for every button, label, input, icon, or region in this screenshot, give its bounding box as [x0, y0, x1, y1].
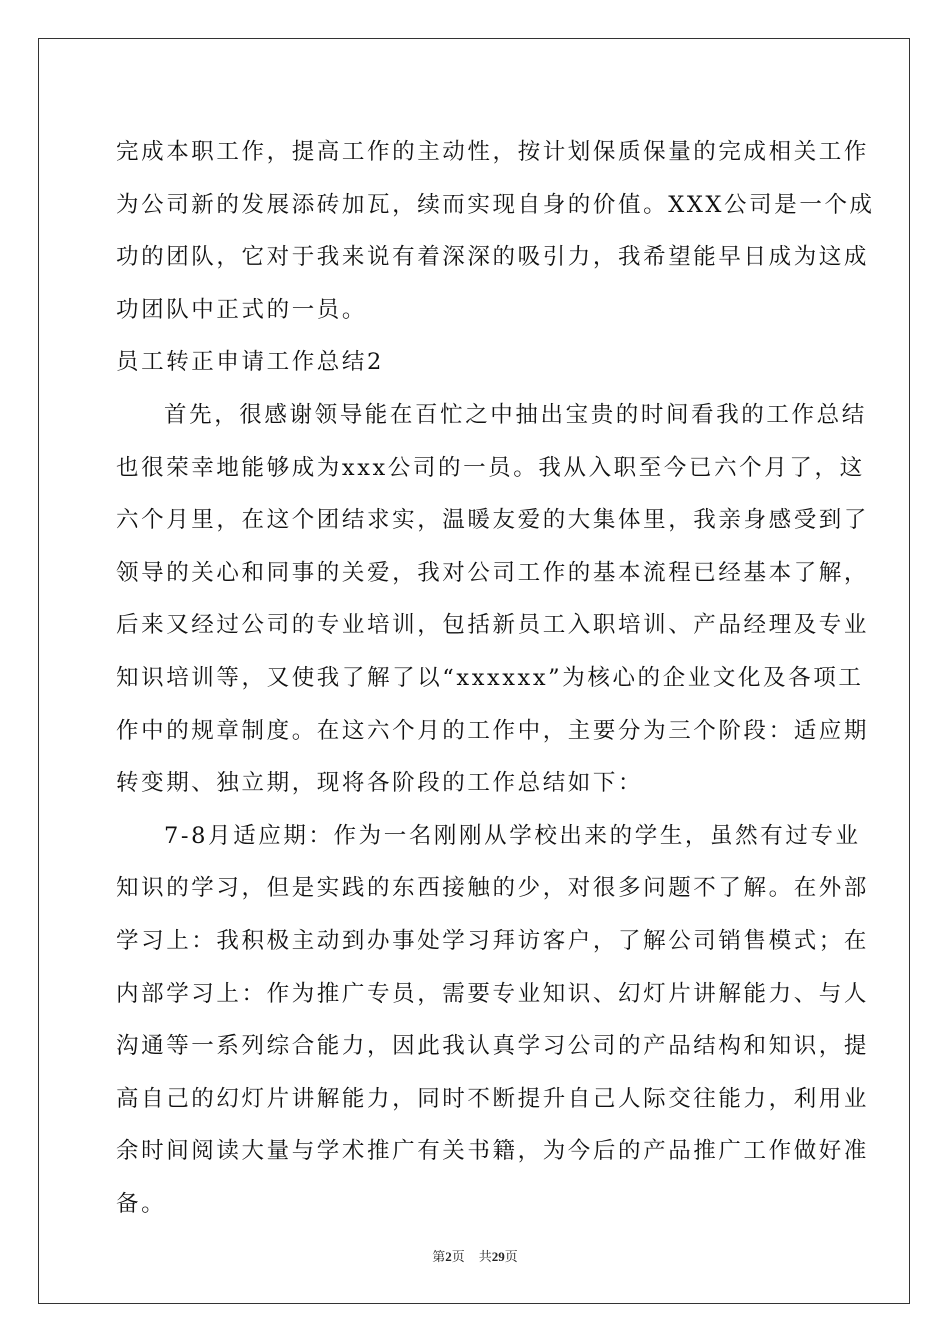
body-line: 后来又经过公司的专业培训，包括新员工入职培训、产品经理及专业 — [116, 612, 870, 639]
body-line: 余时间阅读大量与学术推广有关书籍，为今后的产品推广工作做好准 — [116, 1138, 870, 1165]
body-line: 六个月里，在这个团结求实，温暖友爱的大集体里，我亲身感受到了 — [116, 507, 870, 534]
body-line: 为公司新的发展添砖加瓦，续而实现自身的价值。XXX公司是一个成 — [116, 191, 875, 218]
body-line: 功团队中正式的一员。 — [116, 296, 368, 323]
body-line: 也很荣幸地能够成为xxx公司的一员。我从入职至今已六个月了，这 — [116, 454, 865, 481]
body-line: 完成本职工作，提高工作的主动性，按计划保质保量的完成相关工作 — [116, 139, 870, 165]
body-line: 作中的规章制度。在这六个月的工作中，主要分为三个阶段：适应期 — [116, 717, 870, 744]
body-line: 内部学习上：作为推广专员，需要专业知识、幻灯片讲解能力、与人 — [116, 980, 870, 1007]
body-line: 高自己的幻灯片讲解能力，同时不断提升自己人际交往能力，利用业 — [116, 1085, 870, 1112]
body-line: 备。 — [116, 1190, 167, 1217]
body-line: 学习上：我积极主动到办事处学习拜访客户，了解公司销售模式；在 — [116, 927, 870, 954]
page-suffix: 页 — [451, 1249, 465, 1264]
section-heading: 员工转正申请工作总结2 — [116, 349, 384, 376]
page-prefix: 第 — [432, 1249, 446, 1264]
total-suffix: 页 — [504, 1249, 518, 1264]
total-page-count: 29 — [491, 1249, 505, 1264]
body-line: 沟通等一系列综合能力，因此我认真学习公司的产品结构和知识，提 — [116, 1033, 870, 1060]
total-prefix: 共 — [478, 1249, 492, 1264]
body-line: 领导的关心和同事的关爱，我对公司工作的基本流程已经基本了解， — [116, 559, 870, 586]
body-line: 知识的学习，但是实践的东西接触的少，对很多问题不了解。在外部 — [116, 875, 870, 902]
paragraph-first-line: 7-8月适应期：作为一名刚刚从学校出来的学生，虽然有过专业 — [164, 822, 861, 849]
current-page-number: 2 — [445, 1249, 452, 1264]
body-line: 知识培训等，又使我了解了以“xxxxxx”为核心的企业文化及各项工 — [116, 664, 864, 691]
paragraph-first-line: 首先，很感谢领导能在百忙之中抽出宝贵的时间看我的工作总结 — [164, 401, 867, 428]
document-body — [116, 126, 875, 1230]
page-footer — [0, 1246, 950, 1265]
body-line: 功的团队，它对于我来说有着深深的吸引力，我希望能早日成为这成 — [116, 244, 870, 271]
body-line: 转变期、独立期，现将各阶段的工作总结如下： — [116, 770, 644, 797]
